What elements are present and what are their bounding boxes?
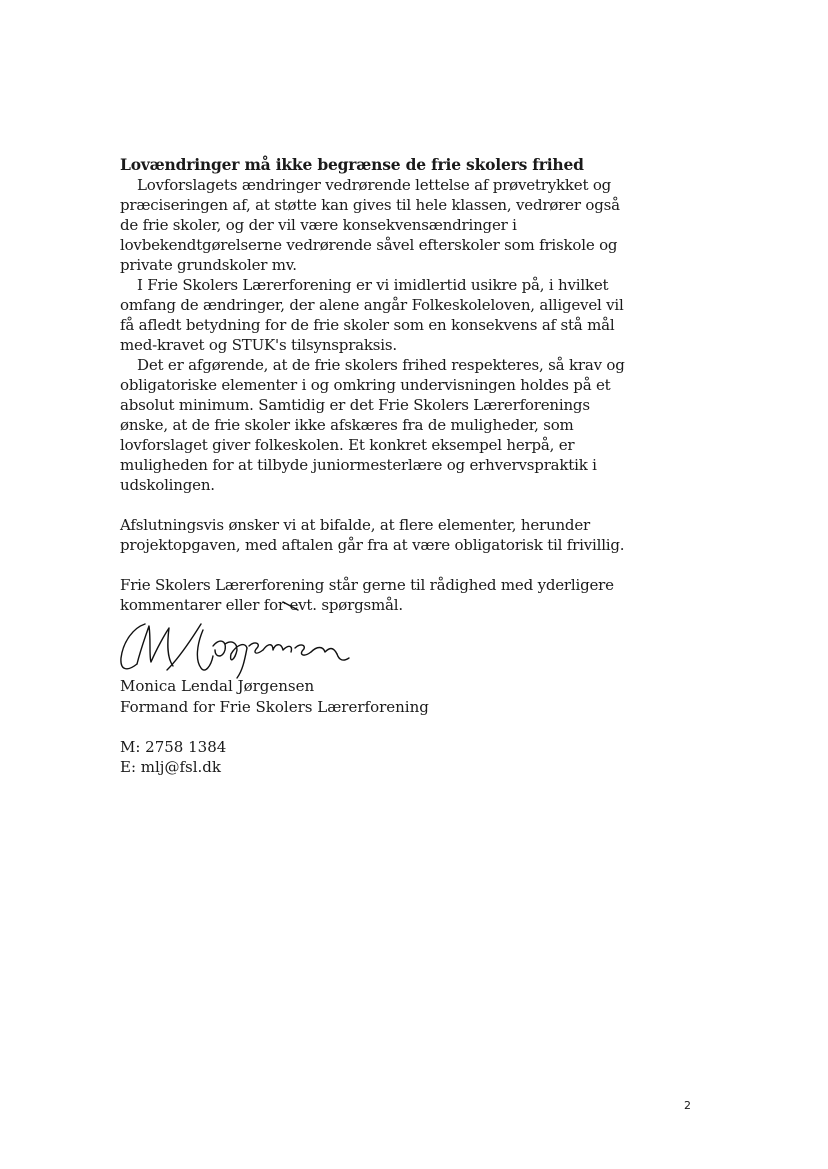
page-number: 2 xyxy=(684,1099,691,1112)
closing-paragraph-1: Afslutningsvis ønsker vi at bifalde, at flere elementer, herunder projektopgaven, med aftalen går fra at være obligatorisk til frivillig. xyxy=(120,516,625,554)
signer-title: Formand for Frie Skolers Lærerforening xyxy=(120,698,429,716)
paragraph-2: I Frie Skolers Lærerforening er vi imidlertid usikre på, i hvilket omfang de ændringer, der alene angår Folkeskoleloven, alligevel vil få afledt betydning for de frie skoler som en konsekvens af stå mål med-kravet og STUK's tilsynspraksis. xyxy=(120,276,624,354)
contact-block xyxy=(120,737,226,777)
handwritten-signature xyxy=(115,600,355,682)
signer-block xyxy=(120,676,429,718)
signer-name: Monica Lendal Jørgensen xyxy=(120,677,315,695)
letter-body xyxy=(120,155,640,615)
closing-paragraph-2: Frie Skolers Lærerforening står gerne til rådighed med yderligere kommentarer eller for evt. spørgsmål. xyxy=(120,576,614,614)
spacer xyxy=(120,555,640,575)
contact-phone: M: 2758 1384 xyxy=(120,738,227,756)
paragraph-1: Lovforslagets ændringer vedrørende lettelse af prøvetrykket og præciseringen af, at støtte kan gives til hele klassen, vedrører også de frie skoler, og der vil være konsekvensændringer i lovbekendtgørelserne vedrørende såvel efterskoler som friskole og private grundskoler mv. xyxy=(120,176,620,274)
paragraph-3: Det er afgørende, at de frie skolers frihed respekteres, så krav og obligatoriske elementer i og omkring undervisningen holdes på et absolut minimum. Samtidig er det Frie Skolers Lærerforenings ønske, at de frie skoler ikke afskæres fra de muligheder, som lovforslaget giver folkeskolen. Et konkret eksempel herpå, er muligheden for at tilbyde juniormesterlære og erhvervspraktik i udskolingen. xyxy=(120,356,625,494)
spacer xyxy=(120,495,640,515)
contact-email: E: mlj@fsl.dk xyxy=(120,758,221,776)
section-heading: Lovændringer må ikke begrænse de frie skolers frihed xyxy=(120,155,584,174)
